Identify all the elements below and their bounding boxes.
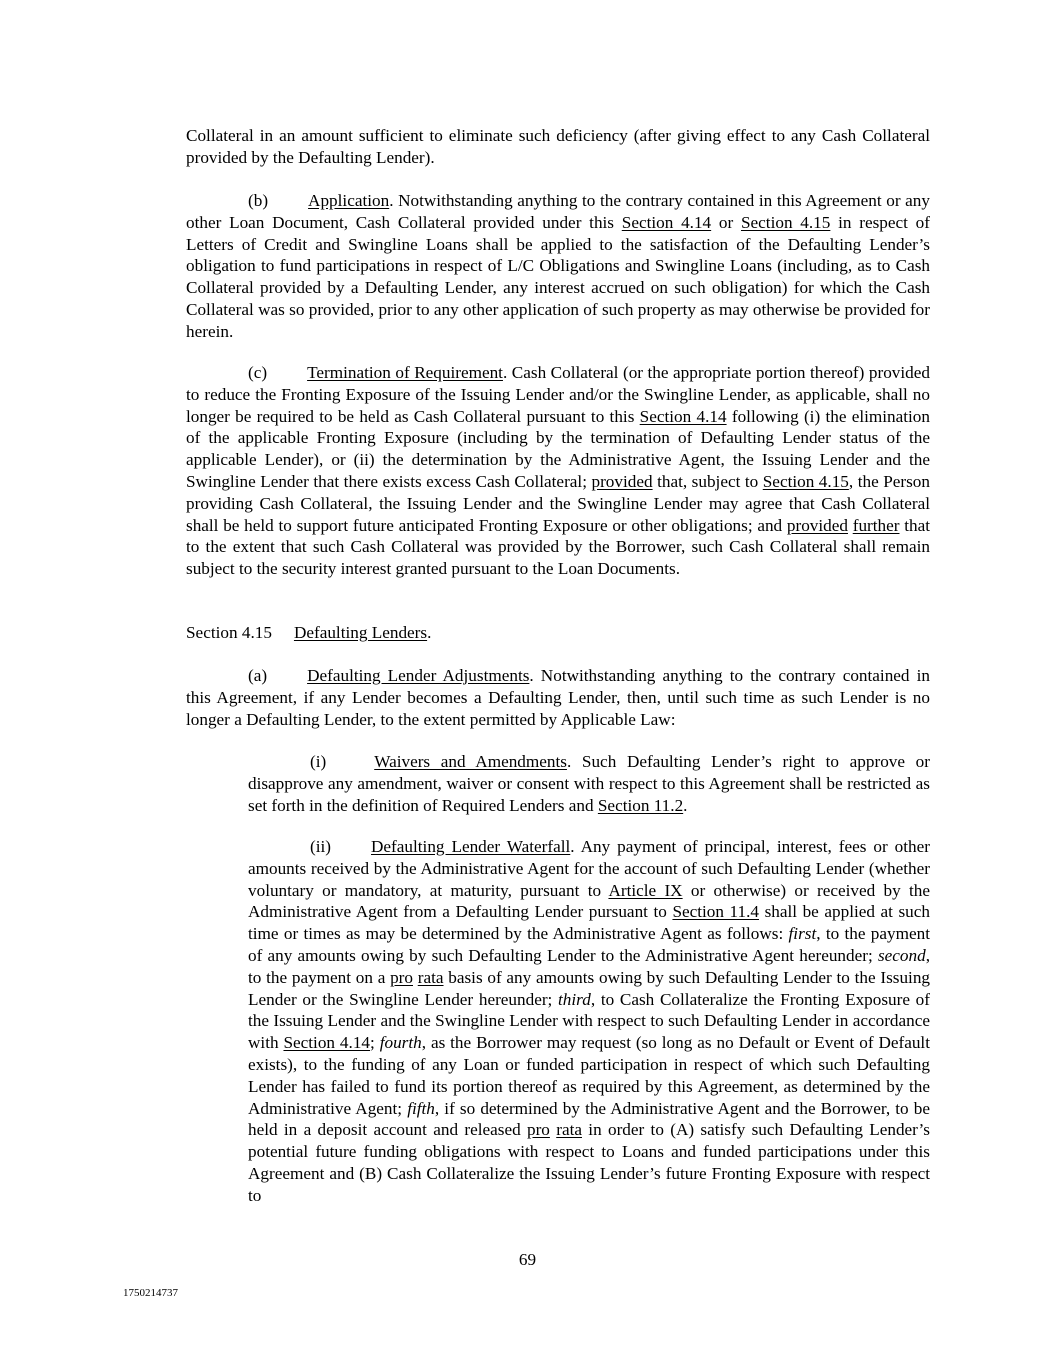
latin-term: rata [556, 1120, 582, 1140]
paragraph-text: . [683, 795, 688, 815]
paragraph-continuation [186, 125, 930, 169]
paragraph-i-waivers [248, 751, 930, 816]
section-reference-link: Section 4.15 [740, 212, 831, 232]
paragraph-a-adjustments [186, 665, 930, 730]
paragraph-text: . Notwithstanding anything to the contrary contained in this Agreement, if any Lender becomes a Defaulting Lender, then, until such time as such Lender is no longer a Defaulting Lender, to the extent permitted by Applicable Law: [186, 666, 930, 729]
paragraph-text: in order to (A) satisfy such Defaulting Lender’s potential future funding obligations with respect to Loans and funded participations under this Agreement and (B) Cash Collateralize the Issuing Lender’s future Fronting Exposure with respect to [248, 1120, 930, 1205]
paragraph-text: or [711, 212, 741, 232]
paragraph-text: , if so determined by the Administrative Agent and the Borrower, to be held in a deposit account and released [248, 1098, 930, 1140]
paragraph-text: , the Person providing Cash Collateral, the Issuing Lender and the Swingline Lender may agree that Cash Collateral shall be held to support future anticipated Fronting Exposure or other obligations; and [186, 471, 930, 535]
paragraph-label: (ii) [310, 837, 331, 856]
ordinal-term: fourth [379, 1033, 422, 1053]
paragraph-text: . Such Defaulting Lender’s right to approve or disapprove any amendment, waiver or consent with respect to this Agreement shall be restricted as set forth in the definition of Required Lenders and [248, 752, 930, 815]
paragraph-b-application [186, 190, 930, 343]
ordinal-term: third [558, 989, 591, 1009]
ordinal-term: second [877, 945, 926, 965]
ordinal-term: fifth [407, 1098, 435, 1118]
paragraph-text: , to the payment of any amounts owing by such Defaulting Lender to the Administrative Agent hereunder; [248, 924, 930, 965]
section-reference-link: Section 11.2 [597, 795, 684, 815]
paragraph-text: following (i) the elimination of the applicable Fronting Exposure (including by the termination of Defaulting Lender status of the applicable Lender), or (ii) the determination by the Administrative Agent, the Issuing Lender and the Swingline Lender that there exists excess Cash Collateral; [186, 406, 930, 491]
section-reference-link: Section 4.14 [639, 406, 727, 426]
section-title-period: . [427, 623, 432, 642]
paragraph-text: shall be applied at such time or times as may be determined by the Administrative Agent as follows: [248, 902, 930, 944]
paragraph-label: (a) [248, 666, 268, 685]
paragraph-heading: Application [308, 191, 390, 210]
paragraph-c-termination [186, 362, 930, 580]
proviso-term: provided [786, 515, 848, 535]
paragraph-label: (i) [310, 752, 327, 771]
paragraph-heading: Waivers and Amendments [374, 752, 567, 771]
section-heading [186, 622, 930, 644]
paragraph-label: (b) [248, 191, 269, 210]
section-title: Defaulting Lenders [293, 623, 428, 642]
paragraph-ii-waterfall [248, 836, 930, 1207]
paragraph-text: that, subject to [652, 471, 763, 491]
paragraph-text: ; [370, 1033, 380, 1053]
page-number: 69 [518, 1250, 537, 1269]
section-reference-link: Section 4.14 [283, 1033, 371, 1053]
section-reference-link: Section 4.14 [621, 212, 712, 232]
ordinal-term: first [788, 924, 817, 944]
section-reference-link: Section 11.4 [672, 902, 759, 922]
paragraph-text: . Cash Collateral (or the appropriate portion thereof) provided to reduce the Fronting Exposure of the Issuing Lender and/or the Swingline Lender, as applicable, shall no longer be required to be held as Cash Collateral pursuant to this [186, 363, 930, 426]
proviso-term: provided [591, 471, 653, 491]
paragraph-heading: Defaulting Lender Waterfall [371, 837, 571, 856]
latin-term: pro [390, 967, 413, 987]
paragraph-text: in respect of Letters of Credit and Swingline Loans shall be applied to the satisfaction of the Defaulting Lender’s obligation to fund participations in respect of L/C Obligations and Swingline Loans (including, as to Cash Collateral provided by a Defaulting Lender, any interest accrued on such obligation) for which the Cash Collateral was so provided, prior to any other application of such property as may otherwise be provided for herein. [186, 212, 930, 341]
paragraph-label: (c) [248, 363, 268, 382]
paragraph-text: Collateral in an amount sufficient to eliminate such deficiency (after giving effect to any Cash Collateral provided by the Defaulting Lender). [186, 126, 930, 167]
paragraph-heading: Defaulting Lender Adjustments [307, 666, 530, 685]
paragraph-text: or otherwise) or received by the Administrative Agent from a Defaulting Lender pursuant to [248, 880, 930, 922]
paragraph-text: basis of any amounts owing by such Defaulting Lender to the Issuing Lender or the Swingline Lender hereunder; [248, 967, 931, 1009]
paragraph-heading: Termination of Requirement [307, 363, 503, 382]
article-reference-link: Article IX [608, 880, 683, 900]
paragraph-text: . Notwithstanding anything to the contrary contained in this Agreement or any other Loan Document, Cash Collateral provided under this [186, 191, 930, 232]
section-reference-link: Section 4.15 [762, 471, 849, 491]
latin-term: pro [526, 1120, 550, 1140]
paragraph-text: , to the payment on a [248, 945, 930, 987]
proviso-term: further [852, 515, 900, 535]
section-number: Section 4.15 [186, 623, 272, 642]
document-id-footer: 1750214737 [123, 1287, 178, 1299]
paragraph-text: . Any payment of principal, interest, fees or other amounts received by the Administrative Agent for the account of such Defaulting Lender (whether voluntary or mandatory, at maturity, pursuant to [248, 837, 930, 900]
paragraph-text: , as the Borrower may request (so long as no Default or Event of Default exists), to the funding of any Loan or funded participation in respect of which such Defaulting Lender has failed to fund its portion thereof as required by this Agreement, as determined by the Administrative Agent; [248, 1033, 930, 1118]
paragraph-text: , to Cash Collateralize the Fronting Exposure of the Issuing Lender and the Swingline Lender with respect to such Defaulting Lender in accordance with [248, 989, 930, 1053]
paragraph-text: that to the extent that such Cash Collateral was provided by the Borrower, such Cash Collateral shall remain subject to the security interest granted pursuant to the Loan Documents. [186, 515, 930, 579]
latin-term: rata [417, 967, 444, 987]
